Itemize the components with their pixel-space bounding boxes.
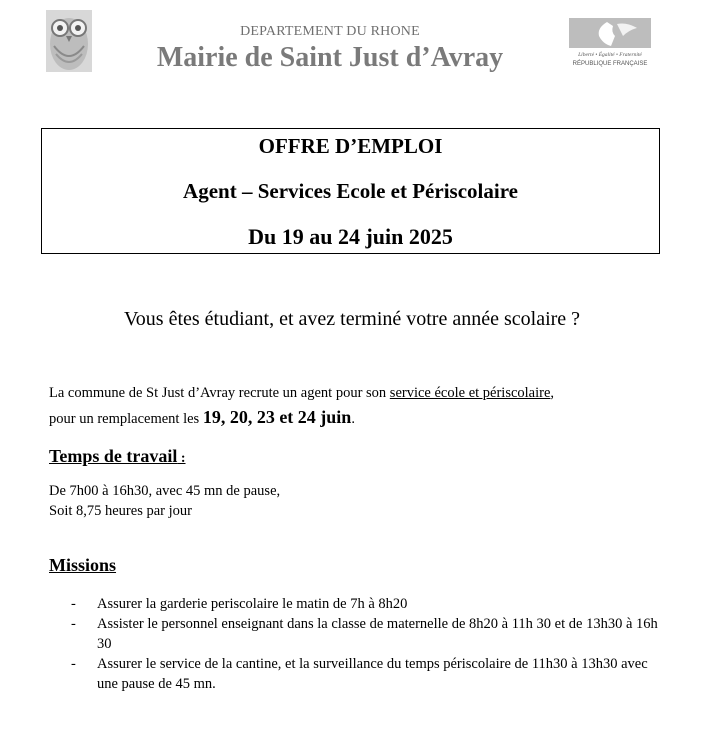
list-item: - Assurer la garderie periscolaire le matin de 7h à 8h20: [71, 596, 408, 612]
list-item: - Assurer le service de la cantine, et la surveillance du temps périscolaire de 11h30 à 13h30 avec une pause de 45 mn.: [71, 656, 648, 692]
replacement-dates: 19, 20, 23 et 24 juin: [202, 407, 352, 427]
student-question: Vous êtes étudiant, et avez terminé votre année scolaire ?: [123, 308, 581, 330]
marianne-motto: Liberté • Égalité • Fraternité: [578, 52, 642, 58]
intro-text: La commune de St Just d’Avray recrute un agent pour son: [49, 385, 390, 401]
department-label: DEPARTEMENT DU RHONE: [240, 24, 420, 39]
mairie-title: Mairie de Saint Just d’Avray: [156, 42, 504, 73]
marianne-logo-icon: [567, 18, 653, 70]
job-dates-title: Du 19 au 24 juin 2025: [248, 224, 453, 249]
list-item: - Assister le personnel enseignant dans la classe de maternelle de 8h20 à 11h 30 et de 13h30 à 16h 30: [71, 616, 658, 652]
intro-line2: pour un remplacement les: [49, 411, 203, 427]
marianne-republique: RÉPUBLIQUE FRANÇAISE: [572, 61, 648, 67]
missions-list: [49, 594, 659, 694]
service-link: service école et périscolaire: [389, 385, 551, 401]
intro-end: .: [351, 411, 355, 427]
missions-heading: Missions: [49, 555, 117, 575]
intro-paragraph: [49, 381, 659, 431]
hours-line1: De 7h00 à 16h30, avec 45 mn de pause,: [49, 483, 281, 499]
working-hours: [49, 481, 659, 521]
job-title-box: [41, 128, 660, 254]
hours-line2: Soit 8,75 heures par jour: [49, 503, 192, 519]
intro-comma: ,: [550, 385, 555, 401]
offer-heading: OFFRE D’EMPLOI: [258, 134, 443, 158]
owl-logo-icon: [46, 10, 92, 72]
working-time-heading: Temps de travail :: [49, 446, 186, 466]
job-position-title: Agent – Services Ecole et Périscolaire: [183, 179, 518, 203]
